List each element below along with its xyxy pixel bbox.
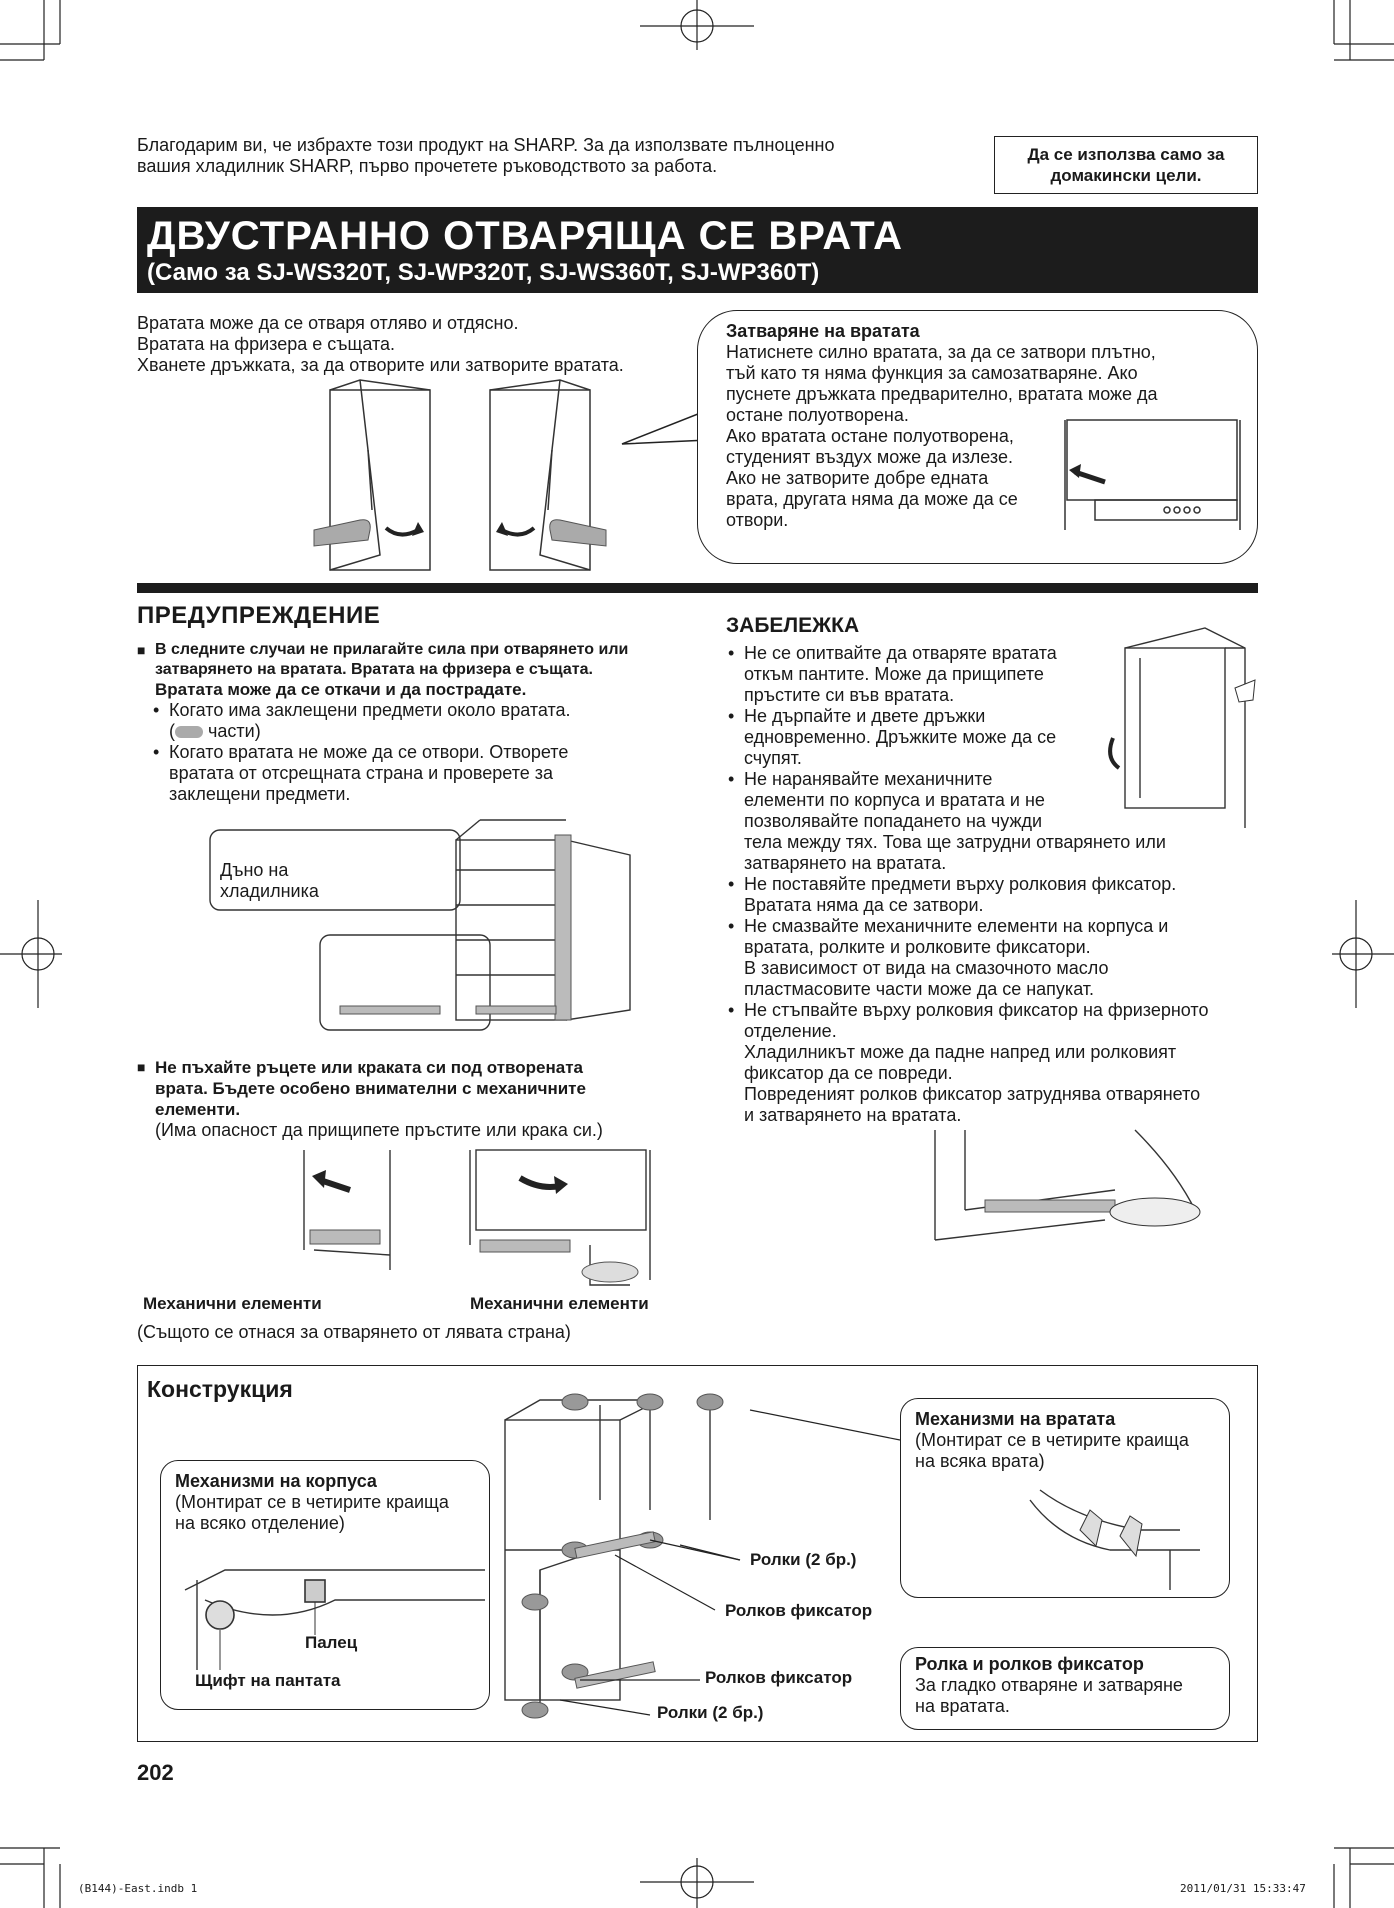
note-line: • Не поставяйте предмети върху ролковия фиксатор. bbox=[744, 874, 1177, 894]
parts-text: части) bbox=[203, 721, 261, 741]
warning-sub-line: • Когато има заклещени предмети около вратата. bbox=[169, 700, 571, 720]
warning-sub-line: вратата от отсрещната страна и проверете за bbox=[169, 763, 554, 783]
closing-line: остане полуотворена. bbox=[726, 405, 909, 425]
fridge-back-label-line: Дъно на bbox=[220, 860, 289, 880]
note-line: елементи по корпуса и вратата и не bbox=[744, 790, 1045, 810]
fridge-back-label-line: хладилника bbox=[220, 881, 319, 901]
note-line: Хладилникът може да падне напред или ролковият bbox=[744, 1042, 1177, 1062]
note-line: • Не наранявайте механичните bbox=[744, 769, 993, 789]
warning-title: ПРЕДУПРЕЖДЕНИЕ bbox=[137, 602, 381, 629]
warning-line: ■ В следните случаи не прилагайте сила при отварянето или bbox=[155, 641, 629, 658]
body-mech-line: на всяко отделение) bbox=[175, 1513, 345, 1533]
footer-left: (B144)-East.indb 1 bbox=[78, 1882, 198, 1895]
intro-line: Благодарим ви, че избрахте този продукт на SHARP. За да използвате пълноценно bbox=[137, 135, 835, 155]
closing-line: студеният въздух може да излезе. bbox=[726, 447, 1013, 467]
note-line: позволявайте попадането на чужди bbox=[744, 811, 1043, 831]
warning-line: елементи. bbox=[155, 1100, 241, 1119]
roller-box-title: Ролка и ролков фиксатор bbox=[915, 1654, 1144, 1674]
note-line: • Не дърпайте и двете дръжки bbox=[744, 706, 986, 726]
closing-line: врата, другата няма да може да се bbox=[726, 489, 1018, 509]
warning-line: Вратата може да се откачи и да пострадате. bbox=[155, 680, 527, 699]
note-line: отделение. bbox=[744, 1021, 837, 1041]
door-mech-line: на всяка врата) bbox=[915, 1451, 1045, 1471]
note-line: затварянето на вратата. bbox=[744, 853, 947, 873]
warning-line: врата. Бъдете особено внимателни с механичните bbox=[155, 1079, 586, 1098]
door-mech-title: Механизми на вратата bbox=[915, 1409, 1116, 1429]
note-line: фиксатор да се повреди. bbox=[744, 1063, 953, 1083]
note-line: едновременно. Дръжките може да се bbox=[744, 727, 1057, 747]
closing-line: отвори. bbox=[726, 510, 789, 530]
warning-sub-line: заклещени предмети. bbox=[169, 784, 351, 804]
note-line: счупят. bbox=[744, 748, 802, 768]
roller-box-line: За гладко отваряне и затваряне bbox=[915, 1675, 1183, 1695]
closing-line: Ако вратата остане полуотворена, bbox=[726, 426, 1014, 446]
note-line: откъм пантите. Може да прищипете bbox=[744, 664, 1044, 684]
warning-line: (Има опасност да прищипете пръстите или крака си.) bbox=[155, 1120, 603, 1140]
note-line: пластмасовите части може да се напукат. bbox=[744, 979, 1095, 999]
warning-sub-line: • Когато вратата не може да се отвори. Отворете bbox=[169, 742, 569, 762]
intro-line: вашия хладилник SHARP, първо прочетете ръководството за работа. bbox=[137, 156, 718, 176]
banner-title: ДВУСТРАННО ОТВАРЯЩА СЕ ВРАТА bbox=[147, 214, 904, 258]
hinge-pin-label: Щифт на пантата bbox=[195, 1671, 341, 1690]
mech-elements-label-left: Механични елементи bbox=[143, 1294, 322, 1313]
rollers-bottom-label: Ролки (2 бр.) bbox=[657, 1703, 764, 1722]
mech-elements-label-right: Механични елементи bbox=[470, 1294, 649, 1313]
body-mech-line: (Монтират се в четирите краища bbox=[175, 1492, 449, 1512]
construction-title: Конструкция bbox=[147, 1376, 293, 1402]
closing-line: Натиснете силно вратата, за да се затвори плътно, bbox=[726, 342, 1156, 362]
thumb-label: Палец bbox=[305, 1633, 358, 1652]
closing-title: Затваряне на вратата bbox=[726, 321, 920, 341]
paren-open: ( bbox=[169, 721, 175, 741]
note-line: вратата, ролките и ролковите фиксатори. bbox=[744, 937, 1091, 957]
note-line: Вратата няма да се затвори. bbox=[744, 895, 984, 915]
note-line: Повреденият ролков фиксатор затруднява отварянето bbox=[744, 1084, 1201, 1104]
footer-right: 2011/01/31 15:33:47 bbox=[1180, 1882, 1306, 1895]
roller-lock-bottom-label: Ролков фиксатор bbox=[705, 1668, 853, 1687]
note-line: • Не смазвайте механичните елементи на корпуса и bbox=[744, 916, 1169, 936]
note-line: • Не се опитвайте да отваряте вратата bbox=[744, 643, 1057, 663]
door-text-line: Хванете дръжката, за да отворите или затворите вратата. bbox=[137, 355, 624, 375]
door-text-line: Вратата може да се отваря отляво и отдясно. bbox=[137, 313, 519, 333]
roller-box-line: на вратата. bbox=[915, 1696, 1010, 1716]
closing-line: пуснете дръжката предварително, вратата може да bbox=[726, 384, 1158, 404]
banner-subtitle: (Само за SJ-WS320T, SJ-WP320T, SJ-WS360T, SJ-WP360T) bbox=[147, 259, 820, 286]
same-note: (Същото се отнася за отварянето от лявата страна) bbox=[137, 1322, 571, 1342]
note-title: ЗАБЕЛЕЖКА bbox=[726, 614, 860, 637]
household-line: домакински цели. bbox=[1050, 166, 1202, 185]
closing-line: тъй като тя няма функция за самозатваряне. Ако bbox=[726, 363, 1138, 383]
note-line: тела между тях. Това ще затрудни отварянето или bbox=[744, 832, 1166, 852]
note-line: и затварянето на вратата. bbox=[744, 1105, 962, 1125]
household-line: Да се използва само за bbox=[1027, 145, 1225, 164]
note-line: пръстите си във вратата. bbox=[744, 685, 955, 705]
roller-info-box bbox=[900, 1647, 1230, 1730]
warning-line: ■ Не пъхайте ръцете или краката си под отворената bbox=[155, 1058, 583, 1077]
door-mech-line: (Монтират се в четирите краища bbox=[915, 1430, 1189, 1450]
door-text-line: Вратата на фризера е същата. bbox=[137, 334, 395, 354]
body-mech-title: Механизми на корпуса bbox=[175, 1471, 377, 1491]
note-line: • Не стъпвайте върху ролковия фиксатор на фризерното bbox=[744, 1000, 1209, 1020]
warning-line: затварянето на вратата. Вратата на фризера е същата. bbox=[155, 661, 593, 678]
door-mechanism-illustration bbox=[1020, 1490, 1220, 1590]
roller-lock-top-label: Ролков фиксатор bbox=[725, 1601, 873, 1620]
rollers-top-label: Ролки (2 бр.) bbox=[750, 1550, 857, 1569]
page-number: 202 bbox=[137, 1760, 174, 1785]
closing-line: Ако не затворите добре едната bbox=[726, 468, 989, 488]
door-hinge-icon bbox=[1080, 1510, 1102, 1546]
note-line: В зависимост от вида на смазочното масло bbox=[744, 958, 1109, 978]
